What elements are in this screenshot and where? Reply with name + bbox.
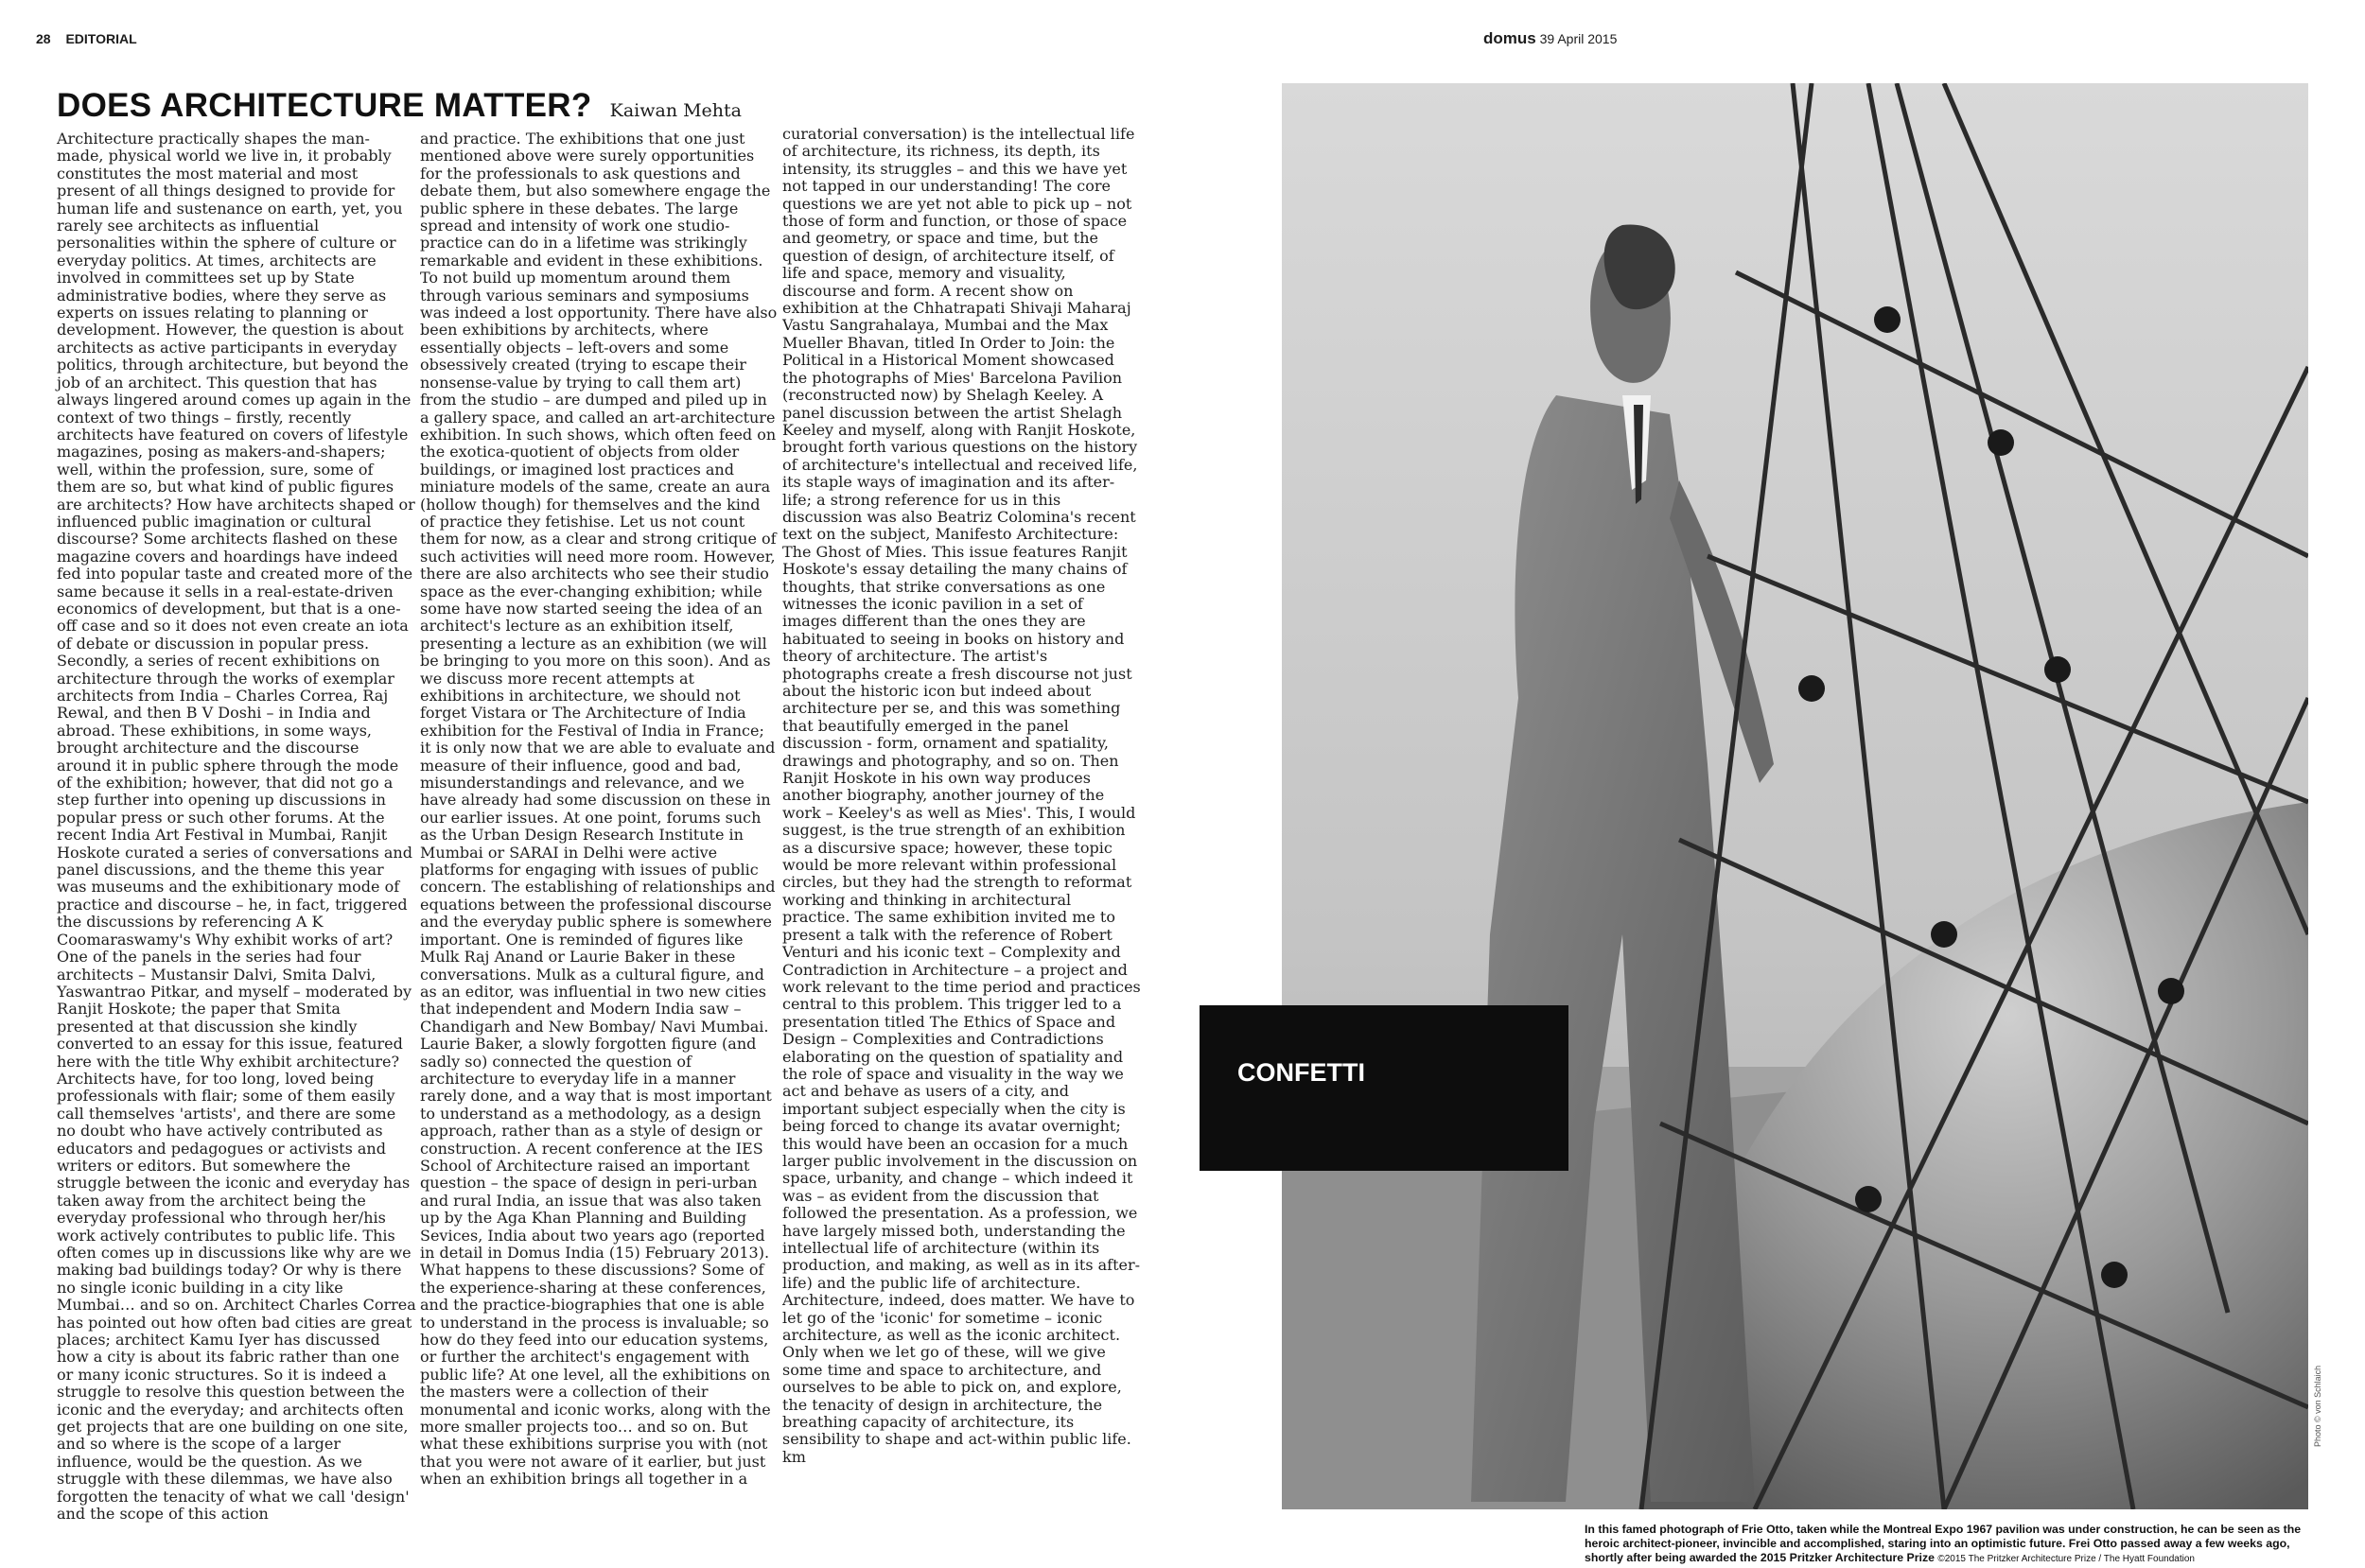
photo-caption [1585,1523,2313,1566]
photo-credit: Photo © von Schlaich [2313,1365,2322,1447]
page-number: 28 [36,31,51,46]
issue-number: 39 [1539,31,1555,46]
section-label: EDITORIAL [65,31,137,46]
confetti-label: CONFETTI [1237,1058,1365,1087]
column-2-text: and practice. The exhibitions that one just mentioned above were surely opportunities for the professionals to ask questions and debate them, but also somewhere engage the public sphere in these debates. The large spread and intensity of work one studio-practice can do in a lifetime was strikingly remarkable and evident in these exhibitions. To not build up momentum around them through various seminars and symposiums was indeed a lost opportunity. There have also been exhibitions by architects, where essentially objects – left-overs and some obsessively created (trying to escape their nonsense-value by trying to call them art) from the studio – are dumped and piled up in a gallery space, and called an art-architecture exhibition. In such shows, which often feed on the exotica-quotient of objects from older buildings, or imagined lost practices and miniature models of the same, create an aura (hollow though) for themselves and the kind of practice they fetishise. Let us not count them for now, as a clear and strong critique of such activities will need more room. However, there are also architects who see their studio space as the ever-changing exhibition; while some have now started seeing the idea of an architect's lecture as an exhibition itself, presenting a lecture as an exhibition (we will be bringing to you more on this soon). And as we discuss more recent attempts at exhibitions in architecture, we should not forget Vistara or The Architecture of India exhibition for the Festival of India in France; it is only now that we are able to evaluate and measure of their influence, good and bad, misunderstandings and relevance, and we have already had some discussion on these in our earlier issues. At one point, forums such as the Urban Design Research Institute in Mumbai or SARAI in Delhi were active platforms for engaging with issues of public concern. The establishing of relationships and equations between the professional discourse and the everyday public sphere is somewhere important. One is reminded of figures like Mulk Raj Anand or Laurie Baker in these conversations. Mulk as a cultural figure, and as an editor, was influential in two new cities that independent and Modern India saw – Chandigarh and New Bombay/ Navi Mumbai. Laurie Baker, a slowly forgotten figure (and sadly so) connected the question of architecture to everyday life in a manner rarely done, and a way that is most important to understand as a methodology, as a design approach, rather than as a style of design or construction. A recent conference at the IES School of Architecture raised an important question – the space of design in peri-urban and rural India, an issue that was also taken up by the Aga Khan Planning and Building Sevices, India about two years ago (reported in detail in Domus India (15) February 2013). What happens to these discussions? Some of the experience-sharing at these conferences, and the practice-biographies that one is able to understand in the process is invaluable; so how do they feed into our education systems, or further the architect's engagement with public life? At one level, all the exhibitions on the masters were a collection of their monumental and iconic works, along with the more smaller projects too… and so on. But what these exhibitions surprise you with (not that you were not aware of it earlier, but just when an exhibition brings all together in a [420,130,778,1489]
article-column-3 [782,126,1142,1466]
magazine-brand: domus [1483,29,1536,47]
column-1-text: Architecture practically shapes the man-made, physical world we live in, it probably constitutes the most material and most present of all things designed to provide for human life and sustenance on earth, yet, you rarely see architects as influential personalities within the sphere of culture or everyday politics. At times, architects are involved in committees set up by State administrative bodies, where they serve as experts on issues relating to planning or development. However, the question is about architects as active participants in everyday politics, through architecture, but beyond the job of an architect. This question that has always lingered around comes up again in the context of two things – firstly, recently architects have featured on covers of lifestyle magazines, posing as makers-and-shapers; well, within the profession, sure, some of them are so, but what kind of public figures are architects? How have architects shaped or influenced public imagination or cultural discourse? Some architects flashed on these magazine covers and hoardings have indeed fed into popular taste and created more of the same because it sells in a real-estate-driven economics of development, but that is a one-off case and so it does not even create an iota of debate or discussion in popular press. Secondly, a series of recent exhibitions on architecture through the works of exemplar architects from India – Charles Correa, Raj Rewal, and then B V Doshi – in India and abroad. These exhibitions, in some ways, brought architecture and the discourse around it in public sphere through the mode of the exhibition; however, that did not go a step further into opening up discussions in popular press or such other forums. At the recent India Art Festival in Mumbai, Ranjit Hoskote curated a series of conversations and panel discussions, and the theme this year was museums and the exhibitionary mode of practice and discourse – he, in fact, triggered the discussions by referencing A K Coomaraswamy's Why exhibit works of art? One of the panels in the series had four architects – Mustansir Dalvi, Smita Dalvi, Yaswantrao Pitkar, and myself – moderated by Ranjit Hoskote; the paper that Smita presented at that discussion she kindly converted to an essay for this issue, featured here with the title Why exhibit architecture? Architects have, for too long, loved being professionals with flair; some of them easily call themselves 'artists', and there are some no doubt who have actively contributed as educators and pedagogues or activists and writers or editors. But somewhere the struggle between the iconic and everyday has taken away from the architect being the everyday professional who through her/his work actively contributes to public life. This often comes up in discussions like why are we making bad buildings today? Or why is there no single iconic building in a city like Mumbai… and so on. Architect Charles Correa has pointed out how often bad cities are great places; architect Kamu Iyer has discussed how a city is about its fabric rather than one or many iconic structures. So it is indeed a struggle to resolve this question between the iconic and the everyday; and architects often get projects that are one building on one site, and so where is the scope of a larger influence, would be the question. As we struggle with these dilemmas, we have also forgotten the tenacity of what we call 'design' and the scope of this action [57,130,416,1524]
issue-date: April 2015 [1557,31,1618,46]
article-column-1 [57,131,416,1524]
article-heading [57,87,742,125]
article-author: Kaiwan Mehta [609,100,743,121]
confetti-sidebar-box [1200,1005,1568,1171]
frei-otto-photo [1282,83,2308,1509]
article-column-2 [420,131,780,1489]
caption-credit: ©2015 The Pritzker Architecture Prize / The Hyatt Foundation [1937,1554,2195,1564]
caption-text: In this famed photograph of Frie Otto, taken while the Montreal Expo 1967 pavilion was under construction, he can be seen as the heroic architect-pioneer, invincible and accomplished, staring into an optimistic future. Frei Otto passed away a few weeks ago, shortly after being awarded the 2015 Pritzker Architecture Prize [1585,1523,2302,1564]
column-3-text: curatorial conversation) is the intellectual life of architecture, its richness, its depth, its intensity, its struggles – and this we have yet not tapped in our understanding! The core questions we are yet not able to pick up – not those of form and function, or those of space and geometry, or space and time, but the question of design, of architecture itself, of life and space, memory and visuality, discourse and form. A recent show on exhibition at the Chhatrapati Shivaji Maharaj Vastu Sangrahalaya, Mumbai and the Max Mueller Bhavan, titled In Order to Join: the Political in a Historical Moment showcased the photographs of Mies' Barcelona Pavilion (reconstructed now) by Shelagh Keeley. A panel discussion between the artist Shelagh Keeley and myself, along with Ranjit Hoskote, brought forth various questions on the history of architecture's intellectual and received life, its staple ways of imagination and its after-life; a strong reference for us in this discussion was also Beatriz Colomina's recent text on the subject, Manifesto Architecture: The Ghost of Mies. This issue features Ranjit Hoskote's essay detailing the many chains of thoughts, that strike conversations as one witnesses the iconic pavilion in a set of images different than the ones they are habituated to seeing in books on history and theory of architecture. The artist's photographs create a fresh discourse not just about the historic icon but indeed about architecture per se, and this was something that beautifully emerged in the panel discussion - form, ornament and spatiality, drawings and photography, and so on. Then Ranjit Hoskote in his own way produces another biography, another journey of the work – Keeley's as well as Mies'. This, I would suggest, is the true strength of an exhibition as a discursive space; however, these topic would be more relevant within professional circles, but they had the strength to reformat working and thinking in architectural practice. The same exhibition invited me to present a talk with the reference of Robert Venturi and his iconic text – Complexity and Contradiction in Architecture – a project and work relevant to the time period and practices central to this problem. This trigger led to a presentation titled The Ethics of Space and Design – Complexities and Contradictions elaborating on the question of spatiality and the role of space and visuality in the way we act and behave as users of a city, and important subject especially when the city is being forced to change its avatar overnight; this would have been an occasion for a much larger public involvement in the discussion on space, urbanity, and change – which indeed it was – as evident from the discussion that followed the presentation. As a profession, we have largely missed both, understanding the intellectual life of architecture (within its production, and making, as well as in its after-life) and the public life of architecture. Architecture, indeed, does matter. We have to let go of the 'iconic' for sometime – iconic architecture, as well as the iconic architect. Only when we let go of these, will we give some time and space to architecture, and ourselves to be able to pick on, and explore, the tenacity of design in architecture, the breathing capacity of architecture, its sensibility to shape and act-within public life. km [782,125,1141,1466]
page-header-left [36,31,149,46]
page-header-right [1483,29,1617,48]
article-title: DOES ARCHITECTURE MATTER? [57,87,592,124]
